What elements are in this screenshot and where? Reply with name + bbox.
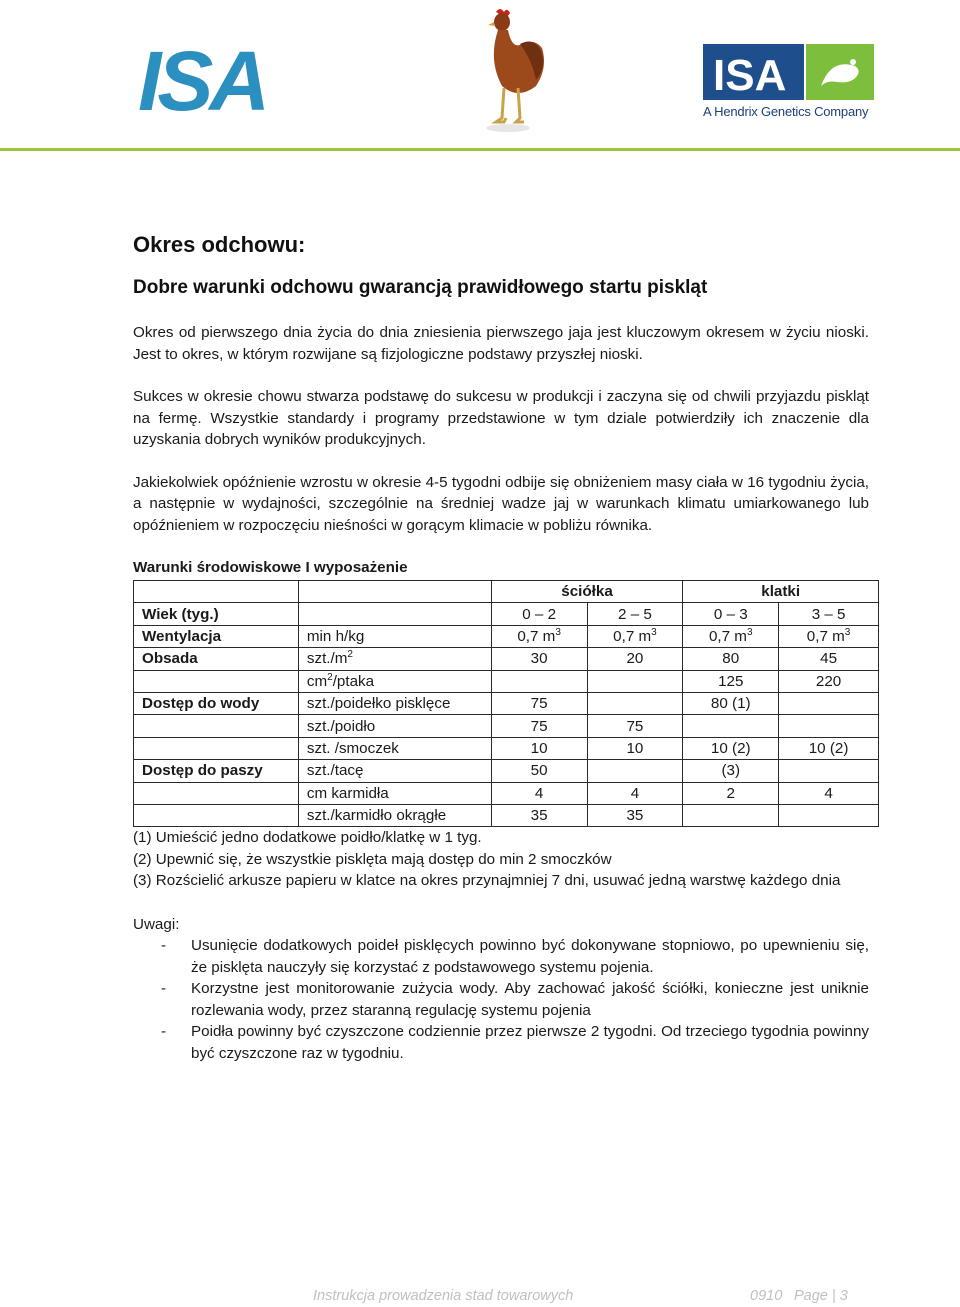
feed-unit: szt./tacę bbox=[298, 760, 491, 782]
water-cell bbox=[779, 692, 879, 714]
feed-cell: 50 bbox=[491, 760, 587, 782]
water-unit: szt. /smoczek bbox=[298, 737, 491, 759]
water-cell: 10 bbox=[491, 737, 587, 759]
isa-hendrix-logo bbox=[703, 44, 879, 124]
remarks-title: Uwagi: bbox=[133, 915, 180, 933]
hendrix-caption: A Hendrix Genetics Company bbox=[703, 104, 869, 119]
group-header-cages: klatki bbox=[683, 581, 879, 603]
water-cell bbox=[779, 715, 879, 737]
table-row bbox=[134, 760, 879, 782]
density-cell: 80 bbox=[683, 648, 779, 670]
density-label: Obsada bbox=[134, 648, 299, 670]
feed-cell: 35 bbox=[587, 804, 683, 826]
water-cell: 10 (2) bbox=[683, 737, 779, 759]
water-label: Dostęp do wody bbox=[134, 692, 299, 714]
feed-cell: 4 bbox=[491, 782, 587, 804]
feed-unit: szt./karmidło okrągłe bbox=[298, 804, 491, 826]
footer-page-number: Page | 3 bbox=[794, 1288, 848, 1304]
feed-cell: 35 bbox=[491, 804, 587, 826]
footnote: (2) Upewnić się, że wszystkie pisklęta mają dostęp do min 2 smoczków bbox=[133, 850, 612, 868]
ventilation-cell: 0,7 $m^3$ bbox=[491, 625, 587, 647]
table-row bbox=[134, 625, 879, 647]
remark-text: Poidła powinny być czyszczone codziennie przez pierwsze 2 tygodni. Od trzeciego tygodnia powinny być czyszczone raz w tygodniu. bbox=[191, 1023, 869, 1062]
water-unit: szt./poidło bbox=[298, 715, 491, 737]
ventilation-cell: 0,7 $m^3$ bbox=[779, 625, 879, 647]
intro-paragraph-1: Okres od pierwszego dnia życia do dnia zniesienia pierwszego jaja jest kluczowym okresem w życiu nioski. Jest to okres, w którym rozwijane są fizjologiczne podstawy przyszłej nioski. bbox=[133, 324, 869, 363]
footnote: (1) Umieścić jedno dodatkowe poidło/klatkę w 1 tyg. bbox=[133, 829, 482, 847]
hen-image bbox=[468, 4, 550, 134]
ventilation-cell: 0,7 $m^3$ bbox=[587, 625, 683, 647]
density-cell: 30 bbox=[491, 648, 587, 670]
bullet-dash: - bbox=[161, 1023, 167, 1041]
density-cell bbox=[491, 670, 587, 692]
footer-code: 0910 bbox=[750, 1288, 783, 1304]
feed-cell: (3) bbox=[683, 760, 779, 782]
age-label: Wiek (tyg.) bbox=[134, 603, 299, 625]
table-row bbox=[134, 603, 879, 625]
isa-logo-left-text: ISA bbox=[138, 40, 267, 114]
isa-logo-right-text: ISA bbox=[713, 51, 787, 100]
conditions-table bbox=[133, 580, 879, 827]
isa-logo-left bbox=[136, 40, 302, 114]
feed-label: Dostęp do paszy bbox=[134, 760, 299, 782]
water-cell: 75 bbox=[491, 715, 587, 737]
table-row bbox=[134, 782, 879, 804]
water-cell: 10 (2) bbox=[779, 737, 879, 759]
water-cell: 75 bbox=[587, 715, 683, 737]
feed-cell: 4 bbox=[779, 782, 879, 804]
feed-cell bbox=[779, 760, 879, 782]
water-cell: 10 bbox=[587, 737, 683, 759]
footer-doc-title: Instrukcja prowadzenia stad towarowych bbox=[313, 1288, 574, 1304]
feed-unit: cm karmidła bbox=[298, 782, 491, 804]
age-cell: 2 – 5 bbox=[587, 603, 683, 625]
age-cell: 0 – 2 bbox=[491, 603, 587, 625]
bullet-dash: - bbox=[161, 980, 167, 998]
feed-cell: 2 bbox=[683, 782, 779, 804]
table-row bbox=[134, 648, 879, 670]
list-item bbox=[133, 978, 869, 1021]
feed-cell bbox=[587, 760, 683, 782]
table-row bbox=[134, 804, 879, 826]
density-unit: $cm^2$/ptaka bbox=[298, 670, 491, 692]
table-row bbox=[134, 737, 879, 759]
table-row bbox=[134, 692, 879, 714]
water-cell bbox=[587, 692, 683, 714]
main-content bbox=[133, 230, 869, 1064]
feed-cell: 4 bbox=[587, 782, 683, 804]
page-header bbox=[0, 0, 960, 150]
footnotes bbox=[133, 827, 869, 892]
ventilation-label: Wentylacja bbox=[134, 625, 299, 647]
list-item bbox=[133, 935, 869, 978]
density-cell: 220 bbox=[779, 670, 879, 692]
intro-paragraph-3: Jakiekolwiek opóźnienie wzrostu w okresie 4-5 tygodni odbije się obniżeniem masy ciała w 16 tygodniu życia, a następnie w wydajności, szczególnie na średniej wadze jaj w warunkach klimatu umiarkowanego lub opóźnieniem w rozpoczęciu nieśności w gorącym klimacie w pobliżu równika. bbox=[133, 473, 869, 534]
water-unit: szt./poidełko pisklęce bbox=[298, 692, 491, 714]
remarks-list bbox=[133, 935, 869, 1064]
water-cell bbox=[683, 715, 779, 737]
density-cell bbox=[587, 670, 683, 692]
water-cell: 80 (1) bbox=[683, 692, 779, 714]
group-header-litter: ściółka bbox=[491, 581, 683, 603]
header-divider bbox=[0, 148, 960, 151]
table-row bbox=[134, 670, 879, 692]
density-unit: $szt./m^2$ bbox=[298, 648, 491, 670]
remark-text: Usunięcie dodatkowych poideł pisklęcych powinno być dokonywane stopniowo, po upewnieniu się, że pisklęta nauczyły się korzystać z podstawowego systemu pojenia. bbox=[191, 937, 869, 976]
list-item bbox=[133, 1021, 869, 1064]
density-cell: 20 bbox=[587, 648, 683, 670]
table-title: Warunki środowiskowe I wyposażenie bbox=[133, 559, 408, 576]
density-cell: 125 bbox=[683, 670, 779, 692]
page-title: Okres odchowu: bbox=[133, 232, 306, 257]
bullet-dash: - bbox=[161, 937, 167, 955]
ventilation-cell: 0,7 $m^3$ bbox=[683, 625, 779, 647]
footnote: (3) Rozścielić arkusze papieru w klatce na okres przynajmniej 7 dni, usuwać jedną warstwę każdego dnia bbox=[133, 872, 841, 890]
intro-paragraph-2: Sukces w okresie chowu stwarza podstawę do sukcesu w produkcji i zaczyna się od chwili przyjazdu piskląt na fermę. Wszystkie standardy i programy przedstawione w tym dziale potwierdziły ich znaczenie dla uzyskania dobrych wyników produkcyjnych. bbox=[133, 388, 869, 448]
page-subtitle: Dobre warunki odchowu gwarancją prawidłowego startu piskląt bbox=[133, 277, 708, 298]
ventilation-unit: min h/kg bbox=[298, 625, 491, 647]
table-row bbox=[134, 715, 879, 737]
feed-cell bbox=[683, 804, 779, 826]
age-cell: 3 – 5 bbox=[779, 603, 879, 625]
water-cell: 75 bbox=[491, 692, 587, 714]
feed-cell bbox=[779, 804, 879, 826]
age-cell: 0 – 3 bbox=[683, 603, 779, 625]
density-cell: 45 bbox=[779, 648, 879, 670]
table-row bbox=[134, 581, 879, 603]
isa-hendrix-mark bbox=[703, 44, 879, 102]
remark-text: Korzystne jest monitorowanie zużycia wody. Aby zachować jakość ściółki, konieczne jest uniknie rozlewania wody, przez staranną regulację systemu pojenia bbox=[191, 980, 869, 1019]
